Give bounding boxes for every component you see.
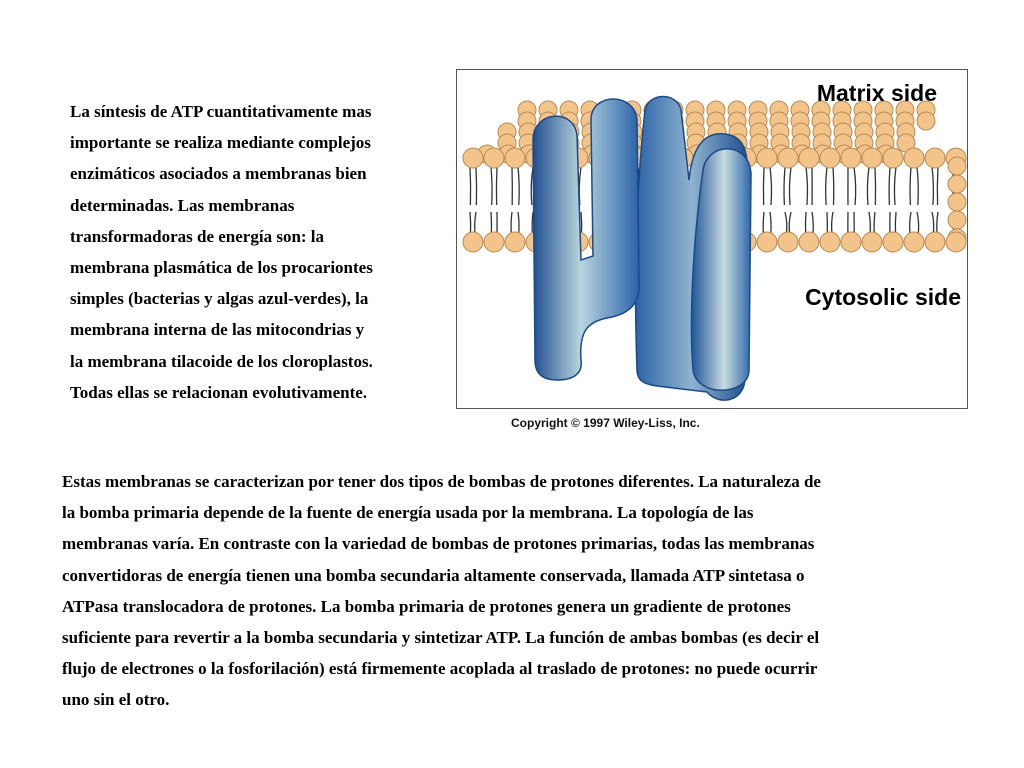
lipid-tail (805, 212, 806, 235)
intro-line: la membrana tilacoide de los cloroplastos. (70, 351, 373, 371)
lipid-tail (932, 212, 934, 235)
transmembrane-protein (533, 97, 751, 401)
intro-line: simples (bacterias y algas azul-verdes), la (70, 289, 369, 309)
lipid-head (505, 232, 525, 252)
lipid-head (799, 232, 819, 252)
membrane-illustration (457, 70, 968, 409)
body-line: suficiente para revertir a la bomba secundaria y sintetizar ATP. La función de ambas bombas (es decir el (62, 628, 820, 648)
lipid-tail (491, 212, 492, 235)
matrix-side-label: Matrix side (816, 80, 937, 106)
lipid-head (841, 232, 861, 252)
lipid-head (841, 148, 861, 168)
lipid-head (883, 232, 903, 252)
lipid-tail (770, 212, 771, 235)
body-line: la bomba primaria depende de la fuente de energía usada por la membrana. La topología de las (62, 503, 754, 523)
lipid-head (820, 232, 840, 252)
lipid-tail (910, 212, 911, 235)
lipid-head (904, 232, 924, 252)
lipid-tail (895, 212, 896, 235)
intro-line: Todas ellas se relacionan evolutivamente. (70, 382, 368, 402)
lipid-head (463, 148, 483, 168)
lipid-head (862, 148, 882, 168)
intro-line: importante se realiza mediante complejos (70, 133, 371, 153)
lipid-tail (917, 167, 918, 205)
lipid-tail (518, 167, 519, 205)
lipid-tail (491, 167, 492, 205)
lipid-head (948, 193, 966, 211)
lipid-head (463, 232, 483, 252)
intro-line: enzimáticos asociados a membranas bien (70, 164, 367, 184)
lipid-tail (532, 212, 533, 235)
lipid-tail (854, 167, 856, 205)
body-paragraph (62, 466, 972, 716)
lipid-head (484, 148, 504, 168)
lipid-tail (770, 167, 772, 205)
lipid-head (925, 148, 945, 168)
body-line: convertidoras de energía tienen una bomba secundaria altamente conservada, llamada ATP sintetasa o (62, 565, 805, 585)
lipid-tail (511, 212, 512, 235)
lipid-tail (806, 167, 807, 205)
body-line: ATPasa translocadora de protones. La bomba primaria de protones genera un gradiente de protones (62, 596, 791, 616)
lipid-head (799, 148, 819, 168)
membrane-figure (456, 69, 968, 409)
cytosolic-side-label: Cytosolic side (805, 284, 961, 310)
lipid-tail (812, 212, 813, 235)
lipid-tail (889, 167, 890, 205)
lipid-head (948, 211, 966, 229)
lipid-tail (937, 212, 938, 235)
lipid-head (948, 175, 966, 193)
lipid-tail (763, 167, 764, 205)
lipid-tail (784, 167, 785, 205)
intro-line: La síntesis de ATP cuantitativamente mas (70, 102, 372, 121)
body-line: flujo de electrones o la fosforilación) está firmemente acoplada al traslado de protones: no puede ocurrir (62, 659, 818, 679)
lipid-tail (894, 167, 896, 205)
lipid-head (778, 232, 798, 252)
body-line: Estas membranas se caracterizan por tener dos tipos de bombas de protones diferentes. La naturaleza de (62, 472, 821, 491)
lipid-head (925, 232, 945, 252)
lipid-tail (826, 167, 827, 205)
body-line: uno sin el otro. (62, 690, 170, 710)
lipid-tail (476, 167, 477, 205)
lipid-head (505, 148, 525, 168)
intro-line: transformadoras de energía son: la (70, 226, 325, 246)
lipid-head (946, 232, 966, 252)
lipid-tail (833, 167, 834, 205)
lipid-head (778, 148, 798, 168)
lipid-tail (789, 167, 791, 205)
lipid-head (948, 157, 966, 175)
lipid-head (883, 148, 903, 168)
lipid-tail (875, 167, 876, 205)
lipid-tail (789, 212, 791, 235)
lipid-tail (470, 212, 471, 235)
lipid-tail (832, 212, 833, 235)
lipid-tail (581, 212, 582, 235)
lipid-tail (475, 212, 476, 235)
intro-paragraph (70, 96, 440, 408)
protein-right-helix (691, 149, 751, 391)
intro-line: membrana plasmática de los procariontes (70, 258, 373, 278)
lipid-tail (867, 167, 869, 205)
lipid-head (484, 232, 504, 252)
lipid-tail (785, 212, 787, 235)
lipid-head (904, 148, 924, 168)
lipid-tail (763, 212, 764, 235)
lipid-tail (869, 212, 870, 235)
lipid-tail (917, 212, 919, 235)
lipid-head (757, 232, 777, 252)
lipid-tail (874, 212, 875, 235)
intro-line: membrana interna de las mitocondrias y (70, 320, 365, 340)
lipid-tail (496, 167, 497, 205)
lipid-head (757, 148, 777, 168)
lipid-tail (518, 212, 519, 235)
lipid-tail (932, 167, 933, 205)
lipid-tail (937, 167, 938, 205)
intro-line: determinadas. Las membranas (70, 195, 295, 215)
body-line: membranas varía. En contraste con la variedad de bombas de protones primarias, todas las membranas (62, 534, 815, 554)
lipid-head (917, 112, 935, 130)
lipid-tail (470, 167, 471, 205)
copyright-note: Copyright © 1997 Wiley-Liss, Inc. (511, 416, 700, 430)
lipid-head (820, 148, 840, 168)
lipid-head (862, 232, 882, 252)
lipid-tail (910, 167, 911, 205)
